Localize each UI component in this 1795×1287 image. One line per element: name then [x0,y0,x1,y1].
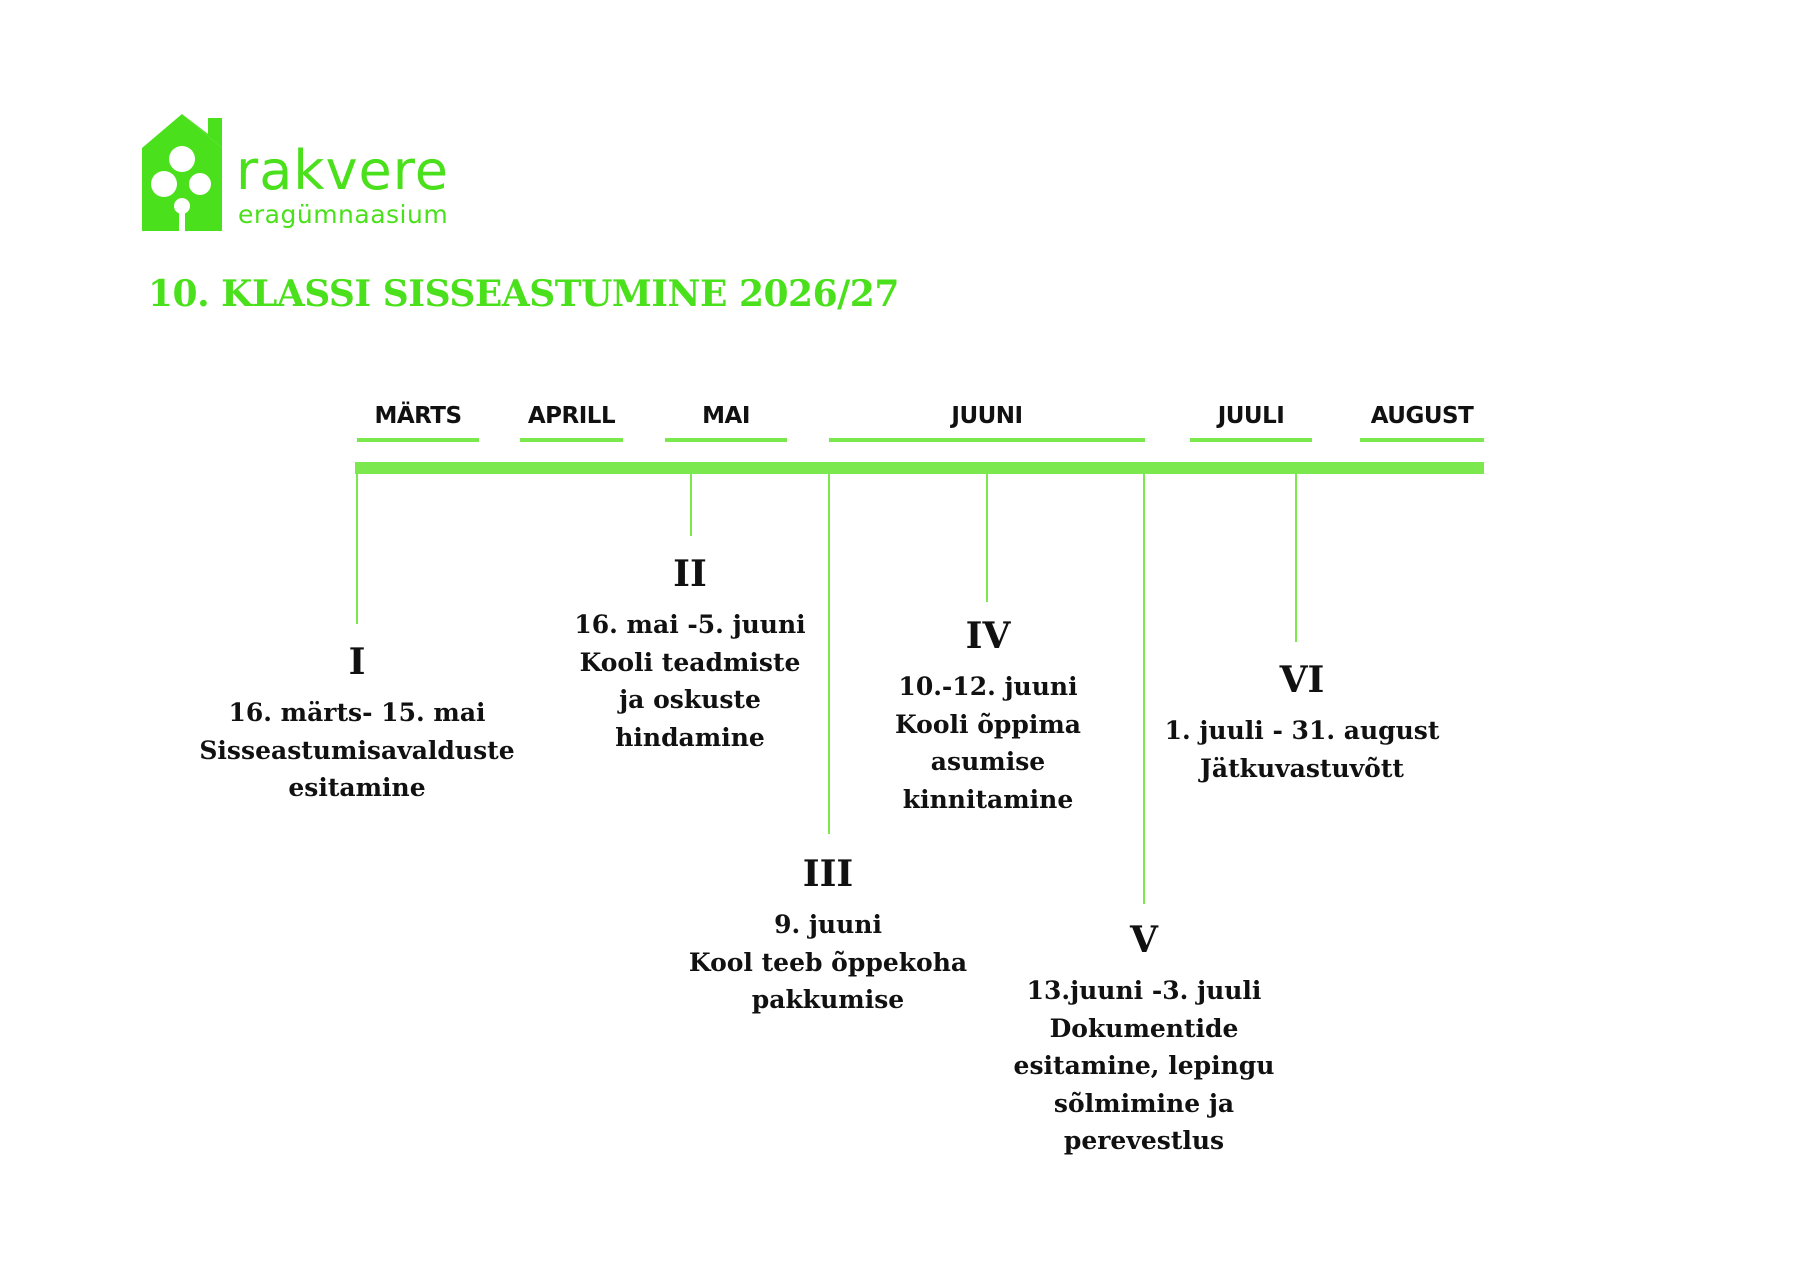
phase-line: Sisseastumisavalduste [199,735,515,765]
phase-date: 16. märts- 15. mai [228,698,486,727]
phase-date: 9. juuni [774,910,882,939]
tick-phase-4 [986,474,988,602]
phase-roman: V [1130,919,1158,961]
logo [142,114,482,234]
phase-line: Dokumentide [1049,1013,1239,1043]
phase-roman: IV [965,615,1011,657]
month-aprill: APRILL [520,398,623,442]
tick-phase-2 [690,474,692,536]
phase-line: kinnitamine [902,784,1074,814]
phase-4 [895,614,1081,818]
phase-5 [1014,918,1275,1160]
phase-roman: II [673,553,707,595]
phase-1 [199,640,514,807]
phase-line: pakkumise [751,985,905,1014]
tick-phase-3 [828,474,830,834]
month-mai: MAI [665,398,787,442]
logo-name: rakvere [236,139,449,202]
month-august: AUGUST [1360,398,1484,442]
month-juuli: JUULI [1190,398,1312,442]
phase-date: 16. mai -5. juuni [574,610,806,639]
phase-roman: III [802,853,854,895]
phase-line: perevestlus [1063,1126,1225,1155]
phase-date: 1. juuli - 31. august [1164,716,1440,745]
phase-date: 13.juuni -3. juuli [1026,976,1262,1005]
phase-line: asumise [930,747,1046,776]
phase-2 [574,552,805,756]
phase-roman: I [348,641,366,683]
page-title: 10. KLASSI SISSEASTUMINE 2026/27 [148,273,899,315]
timeline-bar [355,462,1484,474]
phase-line: esitamine, lepingu [1013,1051,1275,1080]
phase-roman: VI [1279,659,1325,701]
phase-line: esitamine [288,773,426,802]
tick-phase-6 [1295,474,1297,642]
phase-line: Kooli teadmiste [579,647,801,677]
tick-phase-1 [356,474,358,624]
phase-line: Jätkuvastuvõtt [1200,753,1404,783]
phase-line: Kool teeb õppekoha [688,947,968,977]
phase-line: sõlmimine ja [1053,1088,1235,1118]
month-marts: MÄRTS [357,398,479,442]
phase-3 [689,852,967,1019]
phase-line: Kooli õppima [894,709,1082,739]
phase-line: ja oskuste [619,685,761,714]
logo-subtitle: eragümnaasium [238,200,449,229]
logo-house-icon [142,114,222,231]
phase-date: 10.-12. juuni [898,672,1078,701]
phase-line: hindamine [615,722,765,752]
tick-phase-5 [1143,474,1145,904]
month-juuni: JUUNI [829,398,1145,442]
phase-6 [1165,658,1440,787]
